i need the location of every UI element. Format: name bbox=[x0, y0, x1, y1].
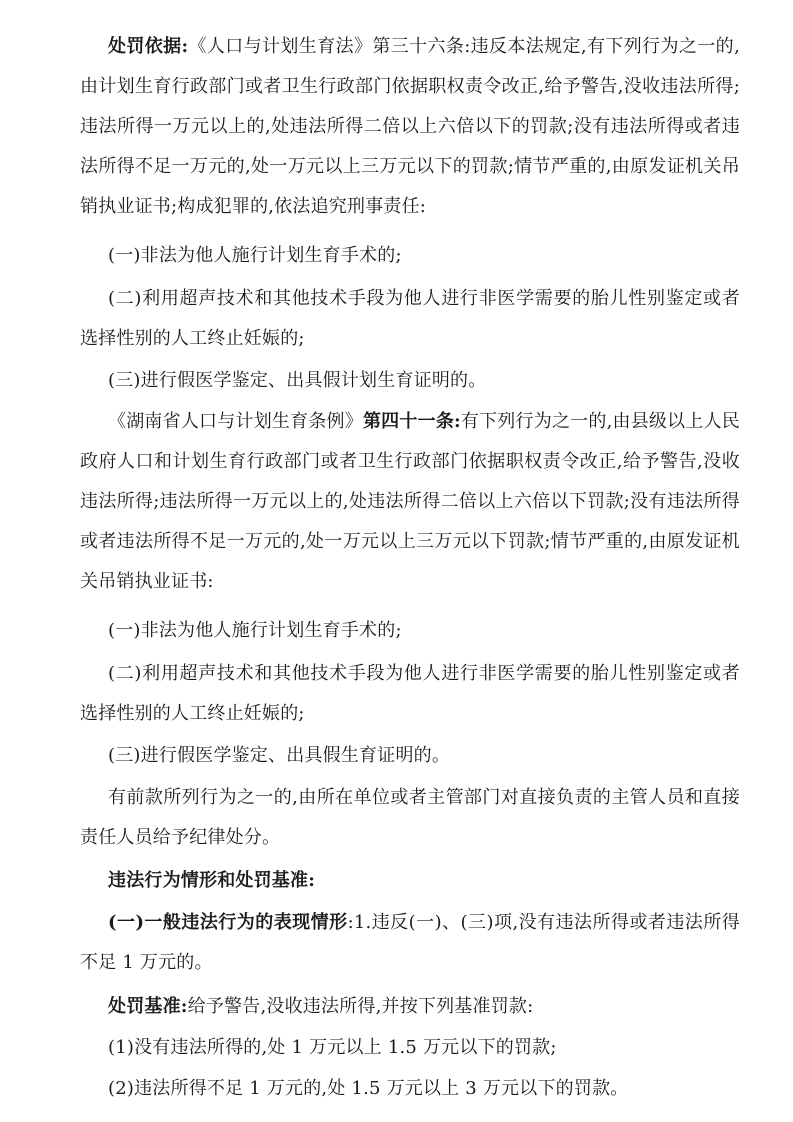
discipline-text: 有前款所列行为之一的,由所在单位或者主管部门对直接负责的主管人员和直接责任人员给予纪律处分。 bbox=[80, 787, 740, 848]
penalty-basis-paragraph bbox=[80, 27, 740, 227]
penalty-basis-label: 处罚依据: bbox=[108, 36, 189, 57]
hunan-regulation-title: 《湖南省人口与计划生育条例》 bbox=[108, 411, 363, 432]
hunan-item-3-text: (三)进行假医学鉴定、出具假生育证明的。 bbox=[108, 745, 451, 766]
standard-item-2 bbox=[80, 1069, 740, 1109]
standard-item-1 bbox=[80, 1028, 740, 1068]
standard-item-1-text: (1)没有违法所得的,处 1 万元以上 1.5 万元以下的罚款; bbox=[108, 1037, 557, 1058]
hunan-article-label: 第四十一条: bbox=[362, 411, 461, 432]
hunan-item-1-text: (一)非法为他人施行计划生育手术的; bbox=[108, 620, 402, 641]
hunan-regulation-paragraph bbox=[80, 402, 740, 602]
penalty-standard-text: 给予警告,没收违法所得,并按下列基准罚款: bbox=[187, 996, 534, 1017]
penalty-standard-label: 处罚基准: bbox=[108, 996, 188, 1017]
general-violation-text: :1.违反(一)、(三)项,没有违法所得或者违法所得不足 1 万元的。 bbox=[80, 912, 740, 973]
general-violation-label: (一)一般违法行为的表现情形 bbox=[108, 912, 348, 933]
discipline-paragraph bbox=[80, 778, 740, 858]
penalty-basis-text: 《人口与计划生育法》第三十六条:违反本法规定,有下列行为之一的,由计划生育行政部门或者卫生行政部门依据职权责令改正,给予警告,没收违法所得;违法所得一万元以上的,处违法所得二倍以上六倍以下的罚款;没有违法所得或者违法所得不足一万元的,处一万元以上三万元以下的罚款;情节严重的,由原发证机关吊销执业证书;构成犯罪的,依法追究刑事责任: bbox=[80, 36, 740, 217]
section-heading-text: 违法行为情形和处罚基准: bbox=[108, 870, 316, 891]
hunan-item-1 bbox=[80, 611, 740, 651]
law-item-2 bbox=[80, 279, 740, 359]
hunan-item-2-text: (二)利用超声技术和其他技术手段为他人进行非医学需要的胎儿性别鉴定或者选择性别的人工终止妊娠的; bbox=[80, 663, 740, 724]
law-item-3 bbox=[80, 361, 740, 401]
hunan-item-3 bbox=[80, 736, 740, 776]
standard-item-2-text: (2)违法所得不足 1 万元的,处 1.5 万元以上 3 万元以下的罚款。 bbox=[108, 1078, 629, 1099]
general-violation-paragraph bbox=[80, 903, 740, 983]
law-item-3-text: (三)进行假医学鉴定、出具假计划生育证明的。 bbox=[108, 370, 487, 391]
penalty-standard-paragraph bbox=[80, 987, 740, 1027]
hunan-item-2 bbox=[80, 654, 740, 734]
law-item-2-text: (二)利用超声技术和其他技术手段为他人进行非医学需要的胎儿性别鉴定或者选择性别的人工终止妊娠的; bbox=[80, 288, 740, 349]
law-item-1-text: (一)非法为他人施行计划生育手术的; bbox=[108, 245, 402, 266]
hunan-regulation-text: 有下列行为之一的,由县级以上人民政府人口和计划生育行政部门或者卫生行政部门依据职权责令改正,给予警告,没收违法所得;违法所得一万元以上的,处违法所得二倍以上六倍以下罚款;没有违法所得或者违法所得不足一万元的,处一万元以上三万元以下罚款;情节严重的,由原发证机关吊销执业证书: bbox=[80, 411, 740, 592]
section-heading bbox=[80, 861, 740, 901]
law-item-1 bbox=[80, 236, 740, 276]
